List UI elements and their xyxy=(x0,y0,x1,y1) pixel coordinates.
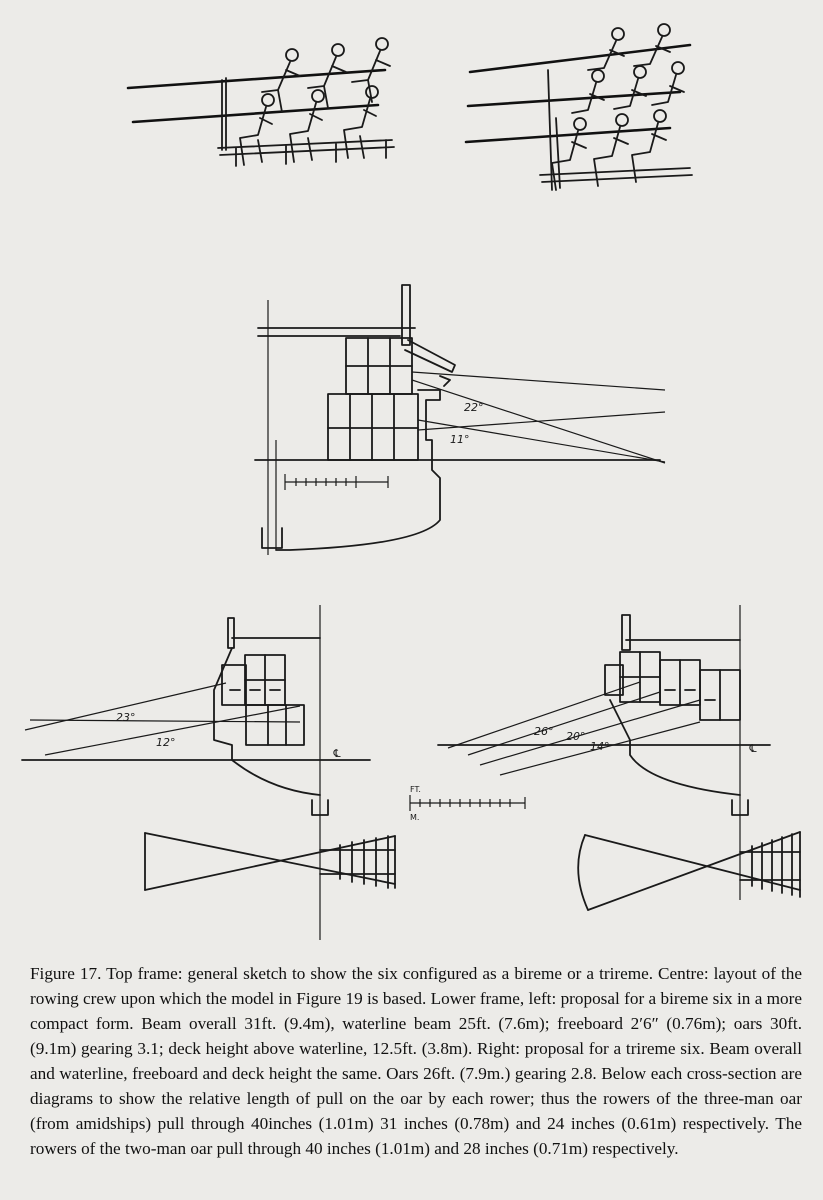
angle-label-23: 23° xyxy=(116,711,136,724)
angle-label-14: 14° xyxy=(590,740,610,753)
figure-caption xyxy=(30,961,802,1161)
oar-line-right-3 xyxy=(480,700,700,765)
rower-boxes-left xyxy=(222,655,304,745)
hull-profile xyxy=(276,390,440,550)
trireme-sketch xyxy=(466,24,692,190)
oar-lower xyxy=(133,105,378,122)
rower-boxes-lower xyxy=(328,394,418,460)
scale-label-m: M. xyxy=(410,813,420,822)
angle-label-20: 20° xyxy=(566,730,586,743)
rower-boxes-upper xyxy=(346,338,412,394)
pull-diagram-left xyxy=(145,833,395,890)
angle-label-11: 11° xyxy=(450,433,470,446)
scale-bar-lower xyxy=(410,795,525,811)
bireme-sketch xyxy=(128,38,394,166)
figure-caption-text: Top frame: general sketch to show the six configured as a bireme or a trireme. Centre: layout of the rowing crew upon which the model in Figure 19 is based. Lower frame, left: proposal for a bireme six in a more compact form. Beam overall 31ft. (9.4m), waterline beam 25ft. (7.6m); freeboard 2′6″ (0.76m); oars 30ft. (9.1m) gearing 3.1; deck height above waterline, 12.5ft. (3.8m). Right: proposal for a trireme six. Beam overall and waterline, freeboard and deck height the same. Oars 26ft. (7.9m.) gearing 2.8. Below each cross-section are diagrams to show the relative length of pull on the oar by each rower; thus the rowers of the three-man oar (from amidships) pull through 40inches (1.01m) 31 inches (0.78m) and 24 inches (0.61m) respectively. The rowers of the two-man oar pull through 40 inches (1.01m) and 28 inches (0.71m) respectively. xyxy=(30,964,802,1159)
bireme-six-cross-section xyxy=(22,605,395,940)
oar-middle xyxy=(468,92,680,106)
scale-bar-centre xyxy=(285,474,388,490)
angle-label-26: 26° xyxy=(534,725,554,738)
bulwark-post xyxy=(402,285,410,345)
angle-label-12: 12° xyxy=(156,736,176,749)
oar-bottom xyxy=(466,128,670,142)
scale-label-ft: FT. xyxy=(410,785,421,794)
oar-line-right-1 xyxy=(448,682,640,748)
centreline-symbol-left: ℄ xyxy=(332,747,342,760)
rowers-upper-tier xyxy=(222,38,390,150)
pull-diagram-right xyxy=(578,832,800,910)
oar-line-lower-horizontal xyxy=(418,412,665,430)
centre-cross-section xyxy=(255,285,665,555)
figure-number: Figure 17. xyxy=(30,964,102,984)
angle-label-22: 22° xyxy=(464,401,484,414)
oar-line-left-3 xyxy=(30,720,300,722)
rower-boxes-right xyxy=(605,652,740,720)
centreline-symbol: ℄ xyxy=(748,742,758,755)
rowers-three-tiers xyxy=(540,24,692,190)
benches xyxy=(218,136,394,166)
trireme-six-cross-section xyxy=(332,605,800,910)
